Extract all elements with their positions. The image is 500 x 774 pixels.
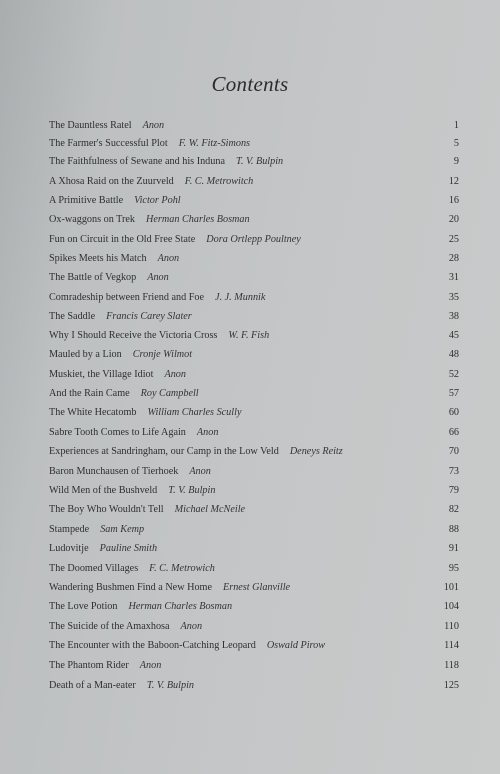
entry-page: 110 (444, 621, 459, 632)
entry-author: J. J. Munnik (215, 292, 266, 303)
entry-author: Anon (139, 660, 162, 671)
entry-title: Mauled by a Lion (49, 349, 122, 360)
entry-page: 91 (448, 543, 459, 554)
toc-entry (49, 425, 459, 441)
entry-title: Spikes Meets his Match (49, 253, 147, 264)
entry-page: 70 (448, 446, 459, 457)
entry-page: 73 (448, 466, 459, 477)
toc-entry (49, 174, 459, 190)
entry-author: William Charles Scully (147, 407, 242, 418)
entry-page: 12 (448, 176, 459, 187)
entry-author: T. V. Bulpin (168, 485, 216, 496)
entry-page: 16 (448, 195, 459, 206)
entry-title: The Love Potion (49, 601, 118, 612)
entry-title: Muskiet, the Village Idiot (49, 369, 154, 380)
toc-entry (49, 232, 459, 248)
page-title: Contents (211, 72, 289, 96)
entry-page: 25 (448, 234, 459, 245)
toc-entry (49, 270, 459, 286)
entry-page: 57 (448, 388, 459, 399)
entry-author: Roy Campbell (140, 388, 199, 399)
entry-page: 118 (444, 660, 459, 671)
entry-title: The Saddle (49, 311, 96, 322)
toc-entry (49, 367, 459, 383)
entry-author: Francis Carey Slater (106, 311, 192, 322)
entry-title: A Xhosa Raid on the Zuurveld (49, 176, 174, 187)
entry-page: 9 (453, 156, 459, 167)
toc-entry (49, 444, 459, 460)
toc-entry (49, 193, 459, 209)
toc-entry (49, 290, 459, 306)
entry-title: The Battle of Vegkop (49, 272, 137, 283)
entry-author: Herman Charles Bosman (146, 214, 250, 225)
entry-page: 95 (448, 563, 459, 574)
entry-title: The Phantom Rider (49, 660, 129, 671)
toc-entry (49, 136, 459, 152)
entry-page: 125 (443, 680, 459, 691)
toc-entry (49, 328, 459, 344)
entry-page: 35 (448, 292, 459, 303)
entry-author: Anon (147, 272, 169, 283)
entry-author: Dora Ortlepp Poultney (206, 234, 301, 245)
entry-page: 5 (453, 138, 459, 149)
entry-author: Ernest Glanville (223, 582, 291, 593)
entry-author: Sam Kemp (100, 524, 145, 535)
entry-page: 45 (448, 330, 459, 341)
entry-author: Herman Charles Bosman (128, 601, 233, 612)
toc-entry (49, 154, 459, 170)
entry-title: Ludovitje (49, 543, 89, 554)
entry-title: Wandering Bushmen Find a New Home (49, 582, 212, 593)
entry-title: Death of a Man-eater (49, 680, 136, 691)
entry-author: Anon (164, 369, 186, 380)
entry-page: 101 (443, 582, 459, 593)
entry-title: Comradeship between Friend and Foe (49, 292, 205, 303)
entry-author: F. W. Fitz-Simons (178, 138, 251, 149)
entry-page: 79 (448, 485, 459, 496)
entry-author: T. V. Bulpin (146, 680, 194, 691)
toc-entry (49, 405, 459, 421)
entry-title: The Dauntless Ratel (49, 120, 132, 131)
entry-page: 28 (448, 253, 459, 264)
entry-page: 60 (448, 407, 459, 418)
toc-entry (49, 309, 459, 325)
entry-title: Ox-waggons on Trek (49, 214, 136, 225)
entry-author: Cronje Wilmot (132, 349, 193, 360)
entry-page: 20 (448, 214, 459, 225)
toc-entry (49, 251, 459, 267)
entry-page: 88 (448, 524, 459, 535)
entry-author: F. C. Metrowitch (184, 176, 254, 187)
entry-page: 48 (448, 349, 459, 360)
entry-title: The Suicide of the Amaxhosa (49, 621, 170, 632)
entry-author: T. V. Bulpin (235, 156, 284, 167)
toc-entry (49, 118, 459, 134)
entry-title: Why I Should Receive the Victoria Cross (49, 330, 218, 341)
entry-page: 114 (444, 640, 459, 651)
entry-page: 1 (453, 120, 459, 131)
entry-page: 66 (448, 427, 459, 438)
entry-title: Wild Men of the Bushveld (49, 485, 158, 496)
entry-title: The Faithfulness of Sewane and his Induna (49, 156, 225, 167)
entry-author: Anon (142, 120, 165, 131)
entry-title: The White Hecatomb (49, 407, 137, 418)
entry-author: Anon (189, 466, 211, 477)
entry-title: A Primitive Battle (49, 195, 124, 206)
toc-entry (49, 580, 459, 596)
toc-entry (49, 212, 459, 228)
entry-author: W. F. Fish (228, 330, 270, 341)
entry-author: Pauline Smith (99, 543, 158, 554)
toc-entry (49, 561, 459, 577)
entry-author: Anon (196, 427, 219, 438)
entry-title: And the Rain Came (49, 388, 130, 399)
toc-entry (49, 522, 459, 538)
entry-author: Victor Pohl (134, 195, 181, 206)
entry-title: The Encounter with the Baboon-Catching Leopard (49, 640, 256, 651)
entry-author: Deneys Reitz (289, 446, 343, 457)
toc-entry (49, 541, 459, 557)
toc-entry (49, 464, 459, 480)
toc-entry (49, 619, 459, 635)
toc-entry (49, 386, 459, 402)
entry-title: The Farmer's Successful Plot (49, 138, 168, 149)
entry-title: Baron Munchausen of Tierhoek (49, 466, 179, 477)
entry-author: Michael McNeile (174, 504, 246, 515)
entry-page: 104 (443, 601, 459, 612)
toc-entry (49, 658, 459, 674)
entry-author: Anon (180, 621, 203, 632)
toc-entry (49, 678, 459, 694)
entry-page: 82 (448, 504, 459, 515)
entry-title: Experiences at Sandringham, our Camp in the Low Veld (49, 446, 279, 457)
toc-entry (49, 502, 459, 518)
toc-entry (49, 483, 459, 499)
entry-title: The Doomed Villages (49, 563, 139, 574)
entry-title: Stampede (49, 524, 90, 535)
entry-title: Sabre Tooth Comes to Life Again (49, 427, 186, 438)
entry-page: 52 (448, 369, 459, 380)
entry-page: 38 (448, 311, 459, 322)
toc-entry (49, 638, 459, 654)
entry-author: Anon (157, 253, 180, 264)
entry-author: F. C. Metrowich (149, 563, 215, 574)
toc-entry (49, 599, 459, 615)
entry-title: Fun on Circuit in the Old Free State (49, 234, 196, 245)
entry-author: Oswald Pirow (266, 640, 326, 651)
entry-page: 31 (448, 272, 459, 283)
entry-title: The Boy Who Wouldn't Tell (49, 504, 164, 515)
toc-entry (49, 347, 459, 363)
